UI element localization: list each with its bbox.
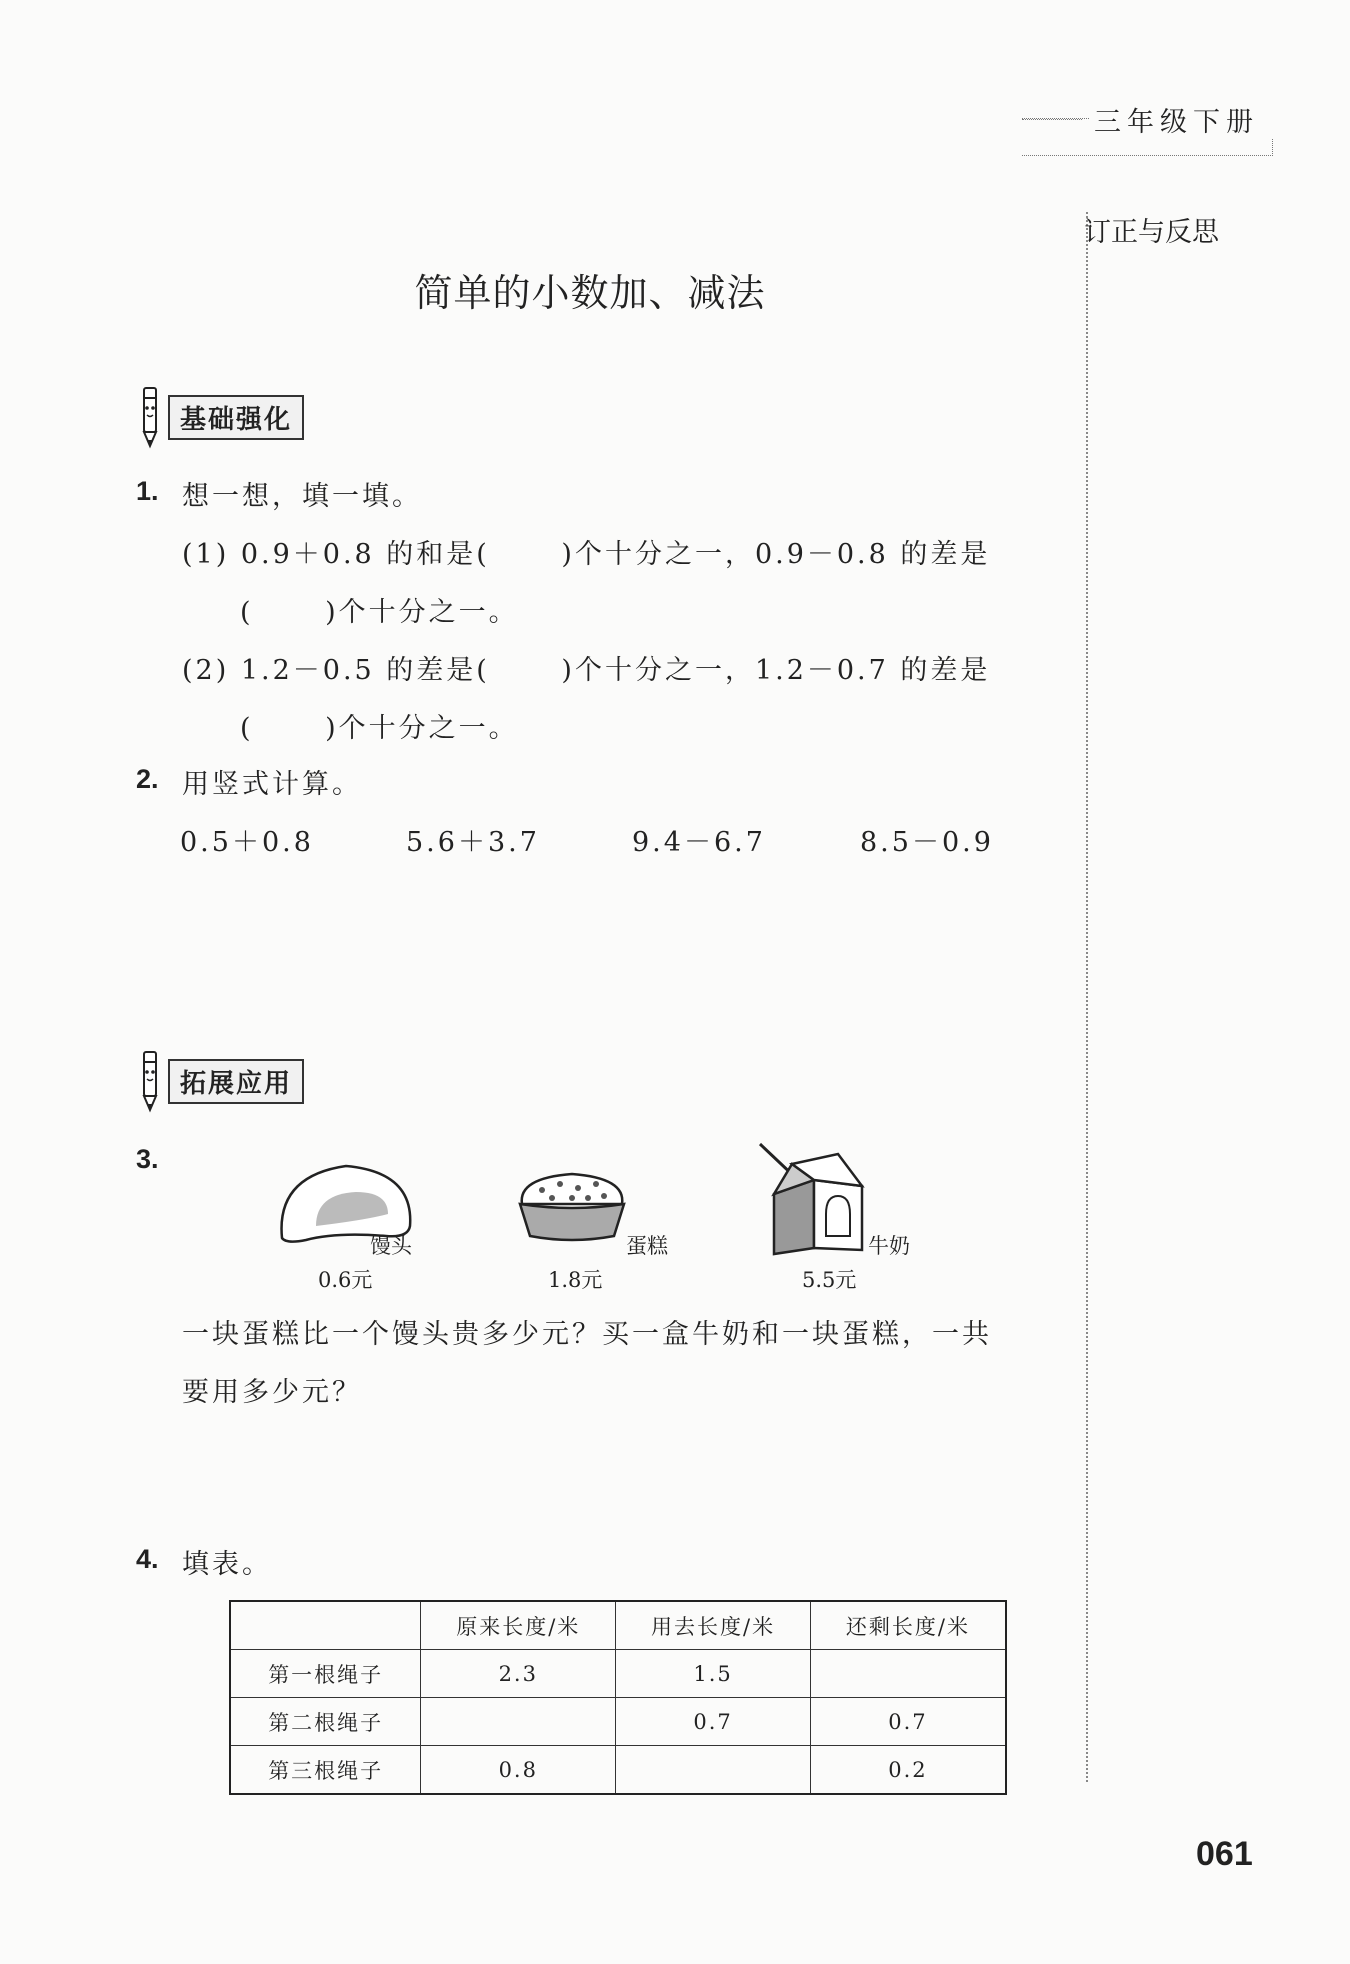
question-4-number: 4. <box>136 1544 159 1574</box>
table-cell: 2.3 <box>421 1650 616 1698</box>
page-title: 简单的小数加、减法 <box>414 271 766 315</box>
table-cell: 第二根绳子 <box>230 1698 421 1746</box>
table-cell[interactable] <box>810 1650 1006 1698</box>
item-name-milk: 牛奶 <box>868 1234 910 1258</box>
table-header-cell <box>230 1601 421 1650</box>
item-name-bun: 馒头 <box>370 1234 412 1258</box>
calc-expression-4: 8.5－0.9 <box>860 827 994 858</box>
reflection-divider <box>1086 212 1088 1782</box>
reflection-column-title: 订正与反思 <box>1084 217 1219 248</box>
question-4-prompt: 填表。 <box>182 1549 272 1580</box>
question-3-text-line-1: 一块蛋糕比一个馒头贵多少元？买一盒牛奶和一块蛋糕，一共 <box>182 1319 992 1350</box>
table-cell: 0.2 <box>810 1746 1006 1795</box>
section-extend <box>136 1048 304 1114</box>
pencil-icon <box>136 384 164 450</box>
calc-expression-3: 9.4－6.7 <box>632 827 766 858</box>
calc-expression-2: 5.6＋3.7 <box>406 827 540 858</box>
table-row <box>230 1746 1006 1795</box>
question-3-text-line-2: 要用多少元？ <box>182 1377 362 1408</box>
cake-icon <box>512 1164 632 1248</box>
table-cell: 第一根绳子 <box>230 1650 421 1698</box>
table-cell: 0.7 <box>810 1698 1006 1746</box>
table-cell: 0.7 <box>616 1698 811 1746</box>
table-header-cell: 原来长度/米 <box>421 1601 616 1650</box>
section-basic-label: 基础强化 <box>168 395 304 440</box>
question-2-number: 2. <box>136 764 159 794</box>
table-cell: 1.5 <box>616 1650 811 1698</box>
question-3-number: 3. <box>136 1144 159 1174</box>
table-row <box>230 1650 1006 1698</box>
table-header-cell: 还剩长度/米 <box>810 1601 1006 1650</box>
table-cell[interactable] <box>421 1698 616 1746</box>
question-1-number: 1. <box>136 476 159 506</box>
grade-label: 三年级下册 <box>1090 100 1279 139</box>
item-name-cake: 蛋糕 <box>626 1234 668 1258</box>
question-1-part-1-line-a: (1) 0.9＋0.8 的和是( )个十分之一，0.9－0.8 的差是 <box>182 539 991 570</box>
rope-length-table <box>229 1600 1007 1795</box>
milk-carton-icon <box>754 1140 870 1258</box>
item-price-milk: 5.5元 <box>802 1268 857 1292</box>
question-1-prompt: 想一想，填一填。 <box>182 481 422 512</box>
page-number: 061 <box>1196 1835 1253 1873</box>
table-header-cell: 用去长度/米 <box>616 1601 811 1650</box>
section-basic <box>136 384 304 450</box>
question-1-part-2-line-a: (2) 1.2－0.5 的差是( )个十分之一，1.2－0.7 的差是 <box>182 655 991 686</box>
question-1-part-1-line-b: ( )个十分之一。 <box>240 597 519 628</box>
pencil-icon <box>136 1048 164 1114</box>
table-header-row <box>230 1601 1006 1650</box>
question-2-prompt: 用竖式计算。 <box>182 769 362 800</box>
calc-expression-1: 0.5＋0.8 <box>180 827 314 858</box>
item-price-bun: 0.6元 <box>318 1268 373 1292</box>
item-price-cake: 1.8元 <box>548 1268 603 1292</box>
table-cell: 第三根绳子 <box>230 1746 421 1795</box>
question-1-part-2-line-b: ( )个十分之一。 <box>240 713 519 744</box>
table-row <box>230 1698 1006 1746</box>
table-cell: 0.8 <box>421 1746 616 1795</box>
section-extend-label: 拓展应用 <box>168 1059 304 1104</box>
table-cell[interactable] <box>616 1746 811 1795</box>
